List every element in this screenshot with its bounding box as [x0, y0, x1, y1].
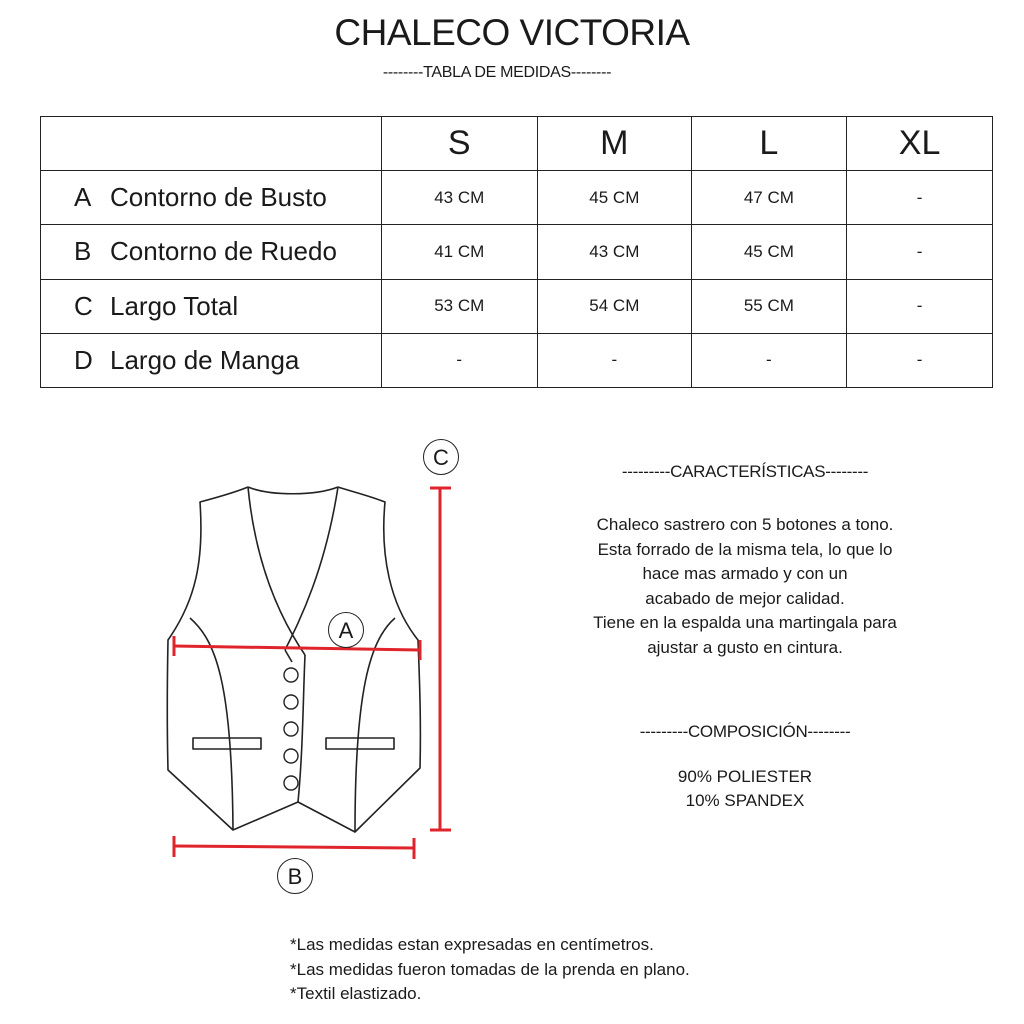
- table-row: [41, 279, 993, 333]
- table-cell: 55 CM: [691, 279, 847, 333]
- row-label: [41, 225, 382, 279]
- size-table-header-row: [41, 117, 993, 171]
- features-line: Tiene en la espalda una martingala para: [593, 613, 897, 632]
- vest-button: [284, 695, 298, 709]
- row-label: [41, 279, 382, 333]
- measure-line-a: [174, 636, 420, 660]
- table-cell: 47 CM: [691, 171, 847, 225]
- size-header-xl: XL: [847, 117, 993, 171]
- composition-line: 90% POLIESTER: [677, 767, 813, 786]
- features-line: Esta forrado de la misma tela, lo que lo: [597, 539, 893, 559]
- table-cell: 54 CM: [538, 279, 692, 333]
- row-letter: C: [74, 290, 93, 321]
- row-name: Contorno de Ruedo: [110, 236, 337, 267]
- features-line: ajustar a gusto en cintura.: [647, 637, 843, 657]
- row-name: Largo Total: [110, 290, 239, 321]
- table-cell: -: [538, 333, 692, 387]
- vest-buttons: [284, 668, 298, 790]
- size-table-corner-cell: [41, 117, 382, 171]
- vest-button: [284, 749, 298, 763]
- size-table-heading: --------TABLA DE MEDIDAS--------: [382, 64, 612, 81]
- table-cell: -: [381, 333, 538, 387]
- table-cell: 53 CM: [381, 279, 538, 333]
- row-name: Largo de Manga: [110, 344, 300, 375]
- table-cell: 45 CM: [538, 171, 692, 225]
- measure-line-c: [430, 488, 451, 830]
- features-description: [560, 513, 930, 660]
- table-row: [41, 171, 993, 225]
- vest-diagram: [150, 430, 470, 900]
- vest-button: [284, 668, 298, 682]
- table-cell: -: [847, 225, 993, 279]
- page-title: CHALECO VICTORIA: [334, 12, 690, 53]
- table-cell: -: [847, 279, 993, 333]
- measure-label-c: C: [423, 439, 459, 475]
- table-cell: -: [847, 171, 993, 225]
- footnote: *Textil elastizado.: [290, 984, 422, 1003]
- table-cell: -: [691, 333, 847, 387]
- vest-button: [284, 722, 298, 736]
- row-letter: D: [74, 344, 93, 375]
- features-line: hace mas armado y con un: [642, 564, 848, 583]
- row-label: [41, 333, 382, 387]
- composition-line: 10% SPANDEX: [685, 791, 805, 810]
- size-header-s: S: [381, 117, 538, 171]
- row-label: [41, 171, 382, 225]
- vest-button: [284, 776, 298, 790]
- measure-line-b: [174, 836, 414, 859]
- table-cell: 45 CM: [691, 225, 847, 279]
- row-letter: B: [74, 236, 92, 267]
- table-cell: 43 CM: [538, 225, 692, 279]
- composition-heading: ---------COMPOSICIÓN--------: [639, 722, 851, 741]
- table-row: [41, 225, 993, 279]
- size-table: [40, 116, 993, 388]
- size-header-l: L: [691, 117, 847, 171]
- features-heading: ---------CARACTERÍSTICAS--------: [621, 462, 869, 481]
- measure-label-b: B: [277, 858, 313, 894]
- features-line: Chaleco sastrero con 5 botones a tono.: [596, 515, 894, 534]
- footnotes: [290, 933, 690, 1007]
- table-row: [41, 333, 993, 387]
- measure-label-a: A: [328, 612, 364, 648]
- size-header-m: M: [538, 117, 692, 171]
- row-letter: A: [74, 182, 92, 213]
- table-cell: 43 CM: [381, 171, 538, 225]
- features-line: acabado de mejor calidad.: [645, 588, 845, 608]
- table-cell: -: [847, 333, 993, 387]
- composition-list: [560, 765, 930, 813]
- row-name: Contorno de Busto: [110, 182, 327, 213]
- footnote: *Las medidas fueron tomadas de la prenda en plano.: [290, 959, 690, 979]
- footnote: *Las medidas estan expresadas en centímetros.: [290, 935, 654, 954]
- table-cell: 41 CM: [381, 225, 538, 279]
